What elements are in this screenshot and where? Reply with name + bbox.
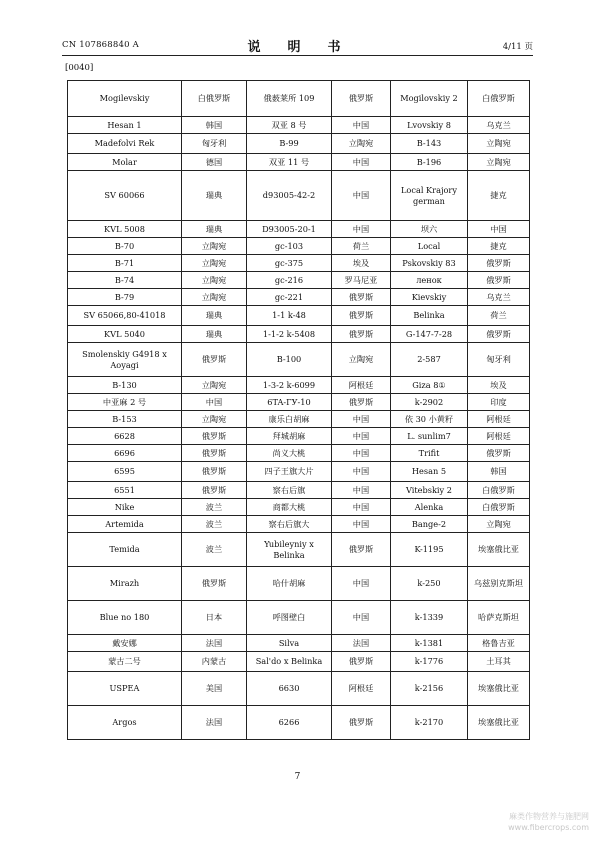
table-cell: gc-221 [247, 289, 332, 306]
table-row [68, 499, 530, 516]
table-cell: Hesan 5 [391, 462, 468, 482]
table-cell: 俄罗斯 [468, 272, 530, 289]
table-cell: 法国 [182, 635, 247, 652]
table-row [68, 255, 530, 272]
table-cell: 瑞典 [182, 306, 247, 326]
publication-number: CN 107868840 A [62, 40, 139, 50]
table-cell: Argos [68, 706, 182, 740]
table-cell: 俄薮莱所 109 [247, 81, 332, 117]
table-cell: Mogilovskiy 2 [391, 81, 468, 117]
table-cell: D93005-20-1 [247, 221, 332, 238]
table-cell: 阿根廷 [468, 411, 530, 428]
table-cell: Giza 8① [391, 377, 468, 394]
table-cell: 2-587 [391, 343, 468, 377]
table-row [68, 154, 530, 171]
table-cell: 坝六 [391, 221, 468, 238]
table-row [68, 81, 530, 117]
table-cell: 立陶宛 [182, 272, 247, 289]
table-row [68, 326, 530, 343]
table-cell: 立陶宛 [182, 377, 247, 394]
table-cell: 内蒙古 [182, 652, 247, 672]
table-row [68, 377, 530, 394]
table-cell: 埃及 [332, 255, 391, 272]
table-cell: Mirazh [68, 567, 182, 601]
table-cell: 波兰 [182, 533, 247, 567]
table-cell: B-196 [391, 154, 468, 171]
table-cell: 双亚 11 号 [247, 154, 332, 171]
table-cell: 6TA-ГУ-10 [247, 394, 332, 411]
table-cell: 荷兰 [332, 238, 391, 255]
table-cell: k-1776 [391, 652, 468, 672]
variety-table [67, 80, 530, 740]
table-cell: 白俄罗斯 [182, 81, 247, 117]
table-cell: 韩国 [182, 117, 247, 134]
table-cell: USPEA [68, 672, 182, 706]
table-cell: 立陶宛 [182, 238, 247, 255]
table-cell: 埃塞俄比亚 [468, 672, 530, 706]
table-cell: 中国 [332, 221, 391, 238]
table-row [68, 272, 530, 289]
table-cell: G-147-7-28 [391, 326, 468, 343]
table-cell: 俄罗斯 [182, 343, 247, 377]
table-cell: 埃及 [468, 377, 530, 394]
table-cell: 俄罗斯 [332, 533, 391, 567]
table-cell: Pskovskiy 83 [391, 255, 468, 272]
table-cell: 中国 [468, 221, 530, 238]
table-row [68, 289, 530, 306]
table-cell: 俄罗斯 [332, 652, 391, 672]
table-cell: 捷克 [468, 238, 530, 255]
table-cell: 中国 [332, 117, 391, 134]
table-cell: Alenka [391, 499, 468, 516]
table-cell: B-79 [68, 289, 182, 306]
table-row [68, 238, 530, 255]
table-cell: Smolenskiy G4918 x Aoyagi [68, 343, 182, 377]
table-cell: 中国 [332, 567, 391, 601]
table-cell: 法国 [182, 706, 247, 740]
table-row [68, 516, 530, 533]
table-cell: Bange-2 [391, 516, 468, 533]
table-cell: 哈萨克斯坦 [468, 601, 530, 635]
table-cell: 中国 [332, 411, 391, 428]
table-cell: gc-375 [247, 255, 332, 272]
header-divider [62, 55, 533, 56]
table-cell: 中国 [332, 154, 391, 171]
table-cell: k-2156 [391, 672, 468, 706]
table-cell: SV 65066,80-41018 [68, 306, 182, 326]
table-cell: 阿根廷 [332, 672, 391, 706]
table-cell: Belinka [391, 306, 468, 326]
table-cell: 商都大桃 [247, 499, 332, 516]
table-cell: 匈牙利 [468, 343, 530, 377]
table-row [68, 343, 530, 377]
table-cell: 阿根廷 [468, 428, 530, 445]
table-cell: 土耳其 [468, 652, 530, 672]
table-cell: ленок [391, 272, 468, 289]
table-cell: 法国 [332, 635, 391, 652]
table-row [68, 134, 530, 154]
table-cell: Artemida [68, 516, 182, 533]
table-row [68, 706, 530, 740]
table-row [68, 462, 530, 482]
table-cell: 埃塞俄比亚 [468, 706, 530, 740]
table-cell: 1-3-2 k-6099 [247, 377, 332, 394]
table-cell: 乌兹别克斯坦 [468, 567, 530, 601]
table-cell: 乌克兰 [468, 289, 530, 306]
table-row [68, 394, 530, 411]
table-cell: B-100 [247, 343, 332, 377]
paragraph-number: [0040] [65, 63, 94, 73]
table-cell: Temida [68, 533, 182, 567]
table-cell: 立陶宛 [332, 343, 391, 377]
table-row [68, 117, 530, 134]
table-cell: 匈牙利 [182, 134, 247, 154]
table-cell: 尚义大桃 [247, 445, 332, 462]
watermark-url: www.fibercrops.com [508, 823, 589, 833]
table-cell: Silva [247, 635, 332, 652]
table-cell: Local [391, 238, 468, 255]
table-row [68, 601, 530, 635]
table-cell: 荷兰 [468, 306, 530, 326]
table-cell: 瑞典 [182, 171, 247, 221]
table-cell: 立陶宛 [468, 134, 530, 154]
table-cell: 中亚麻 2 号 [68, 394, 182, 411]
table-cell: 俄罗斯 [332, 326, 391, 343]
table-cell: L. sunlim7 [391, 428, 468, 445]
table-cell: KVL 5008 [68, 221, 182, 238]
table-cell: 1-1-2 k-5408 [247, 326, 332, 343]
page-indicator: 4/11 页 [502, 42, 533, 52]
table-cell: B-70 [68, 238, 182, 255]
table-cell: 俄罗斯 [332, 394, 391, 411]
table-cell: Sal'do x Belinka [247, 652, 332, 672]
table-cell: 俄罗斯 [182, 462, 247, 482]
watermark [508, 812, 589, 834]
table-cell: Hesan 1 [68, 117, 182, 134]
table-cell: 俄罗斯 [182, 445, 247, 462]
table-cell: Kievskiy [391, 289, 468, 306]
table-row [68, 533, 530, 567]
table-cell: 日本 [182, 601, 247, 635]
table-row [68, 672, 530, 706]
table-cell: 中国 [332, 516, 391, 533]
table-row [68, 445, 530, 462]
table-cell: 察右后旗 [247, 482, 332, 499]
table-cell: 阿根廷 [332, 377, 391, 394]
table-cell: B-74 [68, 272, 182, 289]
table-row [68, 221, 530, 238]
table-cell: k-2902 [391, 394, 468, 411]
table-cell: 俄罗斯 [182, 482, 247, 499]
table-cell: B-143 [391, 134, 468, 154]
table-cell: Molar [68, 154, 182, 171]
table-cell: 6628 [68, 428, 182, 445]
table-cell: 依 30 小黄籽 [391, 411, 468, 428]
table-cell: 6551 [68, 482, 182, 499]
table-row [68, 567, 530, 601]
table-cell: k-1381 [391, 635, 468, 652]
table-cell: 立陶宛 [182, 255, 247, 272]
table-cell: 立陶宛 [182, 411, 247, 428]
table-cell: B-153 [68, 411, 182, 428]
table-cell: 俄罗斯 [182, 567, 247, 601]
table-cell: 美国 [182, 672, 247, 706]
table-cell: B-99 [247, 134, 332, 154]
table-cell: B-130 [68, 377, 182, 394]
table-cell: 哈什胡麻 [247, 567, 332, 601]
table-cell: 中国 [332, 171, 391, 221]
page-number: 7 [294, 772, 301, 782]
document-title: 说 明 书 [247, 40, 348, 55]
table-row [68, 635, 530, 652]
table-cell: KVL 5040 [68, 326, 182, 343]
table-cell: Vitebskiy 2 [391, 482, 468, 499]
table-cell: Nike [68, 499, 182, 516]
table-cell: k-2170 [391, 706, 468, 740]
table-cell: gc-103 [247, 238, 332, 255]
table-cell: 立陶宛 [332, 134, 391, 154]
table-cell: gc-216 [247, 272, 332, 289]
table-cell: K-1195 [391, 533, 468, 567]
table-cell: k-250 [391, 567, 468, 601]
watermark-site-name: 麻类作物营养与施肥网 [509, 812, 589, 822]
table-cell: 四子王旗大片 [247, 462, 332, 482]
table-cell: 中国 [332, 499, 391, 516]
table-row [68, 171, 530, 221]
table-cell: 6696 [68, 445, 182, 462]
table-cell: 波兰 [182, 516, 247, 533]
table-cell: 中国 [182, 394, 247, 411]
table-cell: Yubileyniy x Belinka [247, 533, 332, 567]
table-cell: B-71 [68, 255, 182, 272]
table-cell: 中国 [332, 601, 391, 635]
table-cell: SV 60066 [68, 171, 182, 221]
table-cell: 中国 [332, 428, 391, 445]
table-cell: Trifit [391, 445, 468, 462]
table-cell: 捷克 [468, 171, 530, 221]
table-cell: Lvovskiy 8 [391, 117, 468, 134]
table-cell: 白俄罗斯 [468, 499, 530, 516]
table-cell: 中国 [332, 445, 391, 462]
table-cell: 白俄罗斯 [468, 482, 530, 499]
table-cell: Mogilevskiy [68, 81, 182, 117]
table-cell: 6595 [68, 462, 182, 482]
table-cell: 俄罗斯 [332, 306, 391, 326]
table-cell: k-1339 [391, 601, 468, 635]
table-cell: 呼图壁白 [247, 601, 332, 635]
table-cell: 格鲁吉亚 [468, 635, 530, 652]
table-cell: 德国 [182, 154, 247, 171]
table-cell: 乌克兰 [468, 117, 530, 134]
table-cell: 白俄罗斯 [468, 81, 530, 117]
table-cell: 立陶宛 [468, 516, 530, 533]
table-cell: 戴安娜 [68, 635, 182, 652]
table-cell: 罗马尼亚 [332, 272, 391, 289]
table-cell: 韩国 [468, 462, 530, 482]
table-cell: 波兰 [182, 499, 247, 516]
table-cell: 瑞典 [182, 326, 247, 343]
table-cell: 蒙古二号 [68, 652, 182, 672]
table-row [68, 306, 530, 326]
table-cell: 俄罗斯 [468, 255, 530, 272]
table-cell: 俄罗斯 [468, 326, 530, 343]
table-cell: 立陶宛 [182, 289, 247, 306]
table-row [68, 482, 530, 499]
table-cell: 中国 [332, 482, 391, 499]
table-cell: 瑞典 [182, 221, 247, 238]
table-cell: 察右后旗大 [247, 516, 332, 533]
table-cell: Madefolvi Rek [68, 134, 182, 154]
table-cell: 埃塞俄比亚 [468, 533, 530, 567]
page-header [62, 36, 533, 54]
table-cell: d93005-42-2 [247, 171, 332, 221]
table-cell: 俄罗斯 [332, 706, 391, 740]
table-cell: 6630 [247, 672, 332, 706]
table-row [68, 652, 530, 672]
table-cell: Local Krajory german [391, 171, 468, 221]
table-cell: 中国 [332, 462, 391, 482]
table-cell: 双亚 8 号 [247, 117, 332, 134]
table-row [68, 428, 530, 445]
table-cell: 俄罗斯 [332, 289, 391, 306]
table-cell: Blue no 180 [68, 601, 182, 635]
variety-table-body [68, 81, 530, 740]
table-cell: 俄罗斯 [332, 81, 391, 117]
table-cell: 1-1 k-48 [247, 306, 332, 326]
table-row [68, 411, 530, 428]
table-cell: 康乐白胡麻 [247, 411, 332, 428]
table-cell: 立陶宛 [468, 154, 530, 171]
table-cell: 俄罗斯 [468, 445, 530, 462]
table-cell: 6266 [247, 706, 332, 740]
table-cell: 俄罗斯 [182, 428, 247, 445]
table-cell: 印度 [468, 394, 530, 411]
table-cell: 拜城胡麻 [247, 428, 332, 445]
